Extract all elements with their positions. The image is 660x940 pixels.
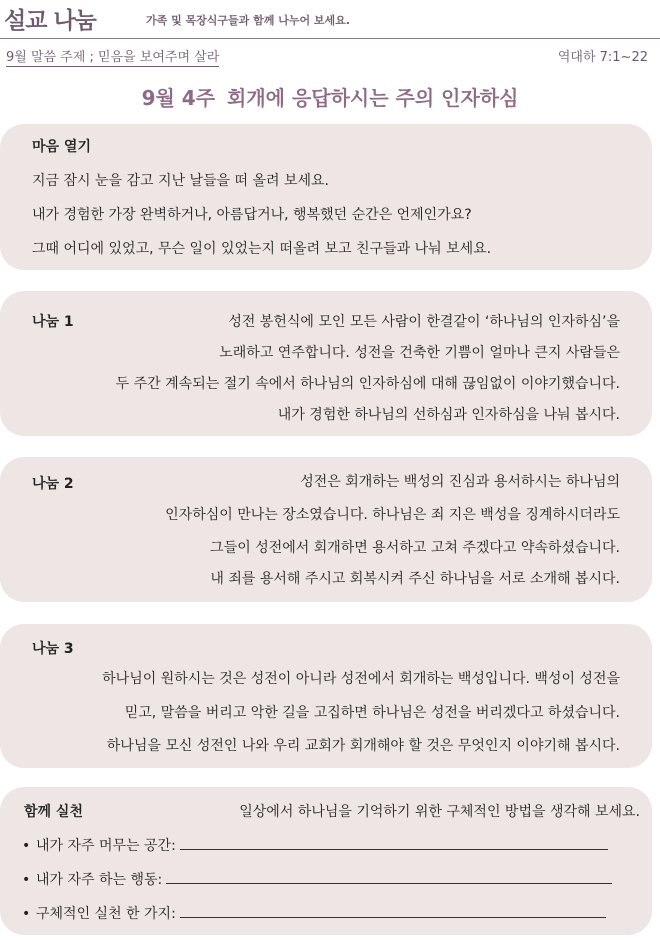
answer-blank[interactable] [180, 838, 608, 850]
section-line: 지금 잠시 눈을 감고 지난 날들을 떠 올려 보세요. [32, 173, 330, 189]
section-label: 마음 열기 [32, 139, 91, 155]
section-share-3 [0, 624, 652, 768]
section-open-heart [0, 124, 652, 270]
section-line: 하나님이 원하시는 것은 성전이 아니라 성전에서 회개하는 백성입니다. 백성이 성전을 [102, 671, 620, 687]
brand-title: 설교 나눔 [4, 8, 96, 34]
practice-item [22, 835, 608, 855]
section-share-2 [0, 457, 652, 602]
section-line: 하나님을 모신 성전인 나와 우리 교회가 회개해야 할 것은 무엇인지 이야기해 봅시다. [106, 738, 620, 754]
answer-blank[interactable] [166, 872, 612, 884]
section-line: 내가 경험한 가장 완벽하거나, 아름답거나, 행복했던 순간은 언제인가요? [32, 207, 472, 223]
header [0, 0, 660, 40]
section-label: 함께 실천 [24, 804, 83, 820]
bullet-icon: • [22, 872, 31, 888]
section-line: 노래하고 연주합니다. 성전을 건축한 기쁨이 얼마나 큰지 사람들은 [219, 345, 620, 361]
section-label: 나눔 1 [32, 314, 74, 330]
section-share-1 [0, 291, 652, 436]
page-title [0, 82, 660, 111]
section-label: 나눔 2 [32, 476, 74, 492]
header-tagline: 가족 및 목장식구들과 함께 나누어 보세요. [146, 14, 350, 27]
section-line: 내가 경험한 하나님의 선하심과 인자하심을 나눠 봅시다. [277, 407, 620, 423]
month-theme: 9월 말씀 주제 ; 믿음을 보여주며 살라 [6, 46, 219, 67]
section-line: 성전은 회개하는 백성의 진심과 용서하시는 하나님의 [300, 474, 620, 490]
section-label: 나눔 3 [32, 641, 74, 657]
section-practice [0, 787, 652, 935]
section-line: 성전 봉헌식에 모인 모든 사람이 한결같이 ‘하나님의 인자하심’을 [228, 314, 620, 330]
practice-item-label: 구체적인 실천 한 가지: [36, 906, 176, 922]
scripture-reference: 역대하 7:1~22 [557, 50, 648, 65]
practice-item-label: 내가 자주 하는 행동: [36, 872, 163, 888]
section-line: 두 주간 계속되는 절기 속에서 하나님의 인자하심에 대해 끊임없이 이야기했습니다. [115, 376, 620, 392]
section-line: 그들이 성전에서 회개하면 용서하고 고쳐 주겠다고 약속하셨습니다. [210, 540, 620, 556]
title-text: 회개에 응답하시는 주의 인자하심 [227, 86, 519, 110]
practice-intro: 일상에서 하나님을 기억하기 위한 구체적인 방법을 생각해 보세요. [239, 804, 640, 820]
section-line: 믿고, 말씀을 버리고 악한 길을 고집하면 하나님은 성전을 버리겠다고 하셨습니다. [124, 705, 620, 721]
answer-blank[interactable] [180, 906, 606, 918]
bullet-icon: • [22, 906, 31, 922]
bullet-icon: • [22, 838, 31, 854]
practice-item [22, 869, 612, 889]
section-line: 인자하심이 만나는 장소였습니다. 하나님은 죄 지은 백성을 징계하시더라도 [165, 507, 620, 523]
practice-item [22, 903, 606, 923]
section-line: 내 죄를 용서해 주시고 회복시켜 주신 하나님을 서로 소개해 봅시다. [210, 571, 620, 587]
title-week: 9월 4주 [141, 86, 216, 110]
header-divider [0, 38, 660, 39]
practice-item-label: 내가 자주 머무는 공간: [36, 838, 176, 854]
section-line: 그때 어디에 있었고, 무슨 일이 있었는지 떠올려 보고 친구들과 나눠 보세요. [32, 241, 492, 257]
